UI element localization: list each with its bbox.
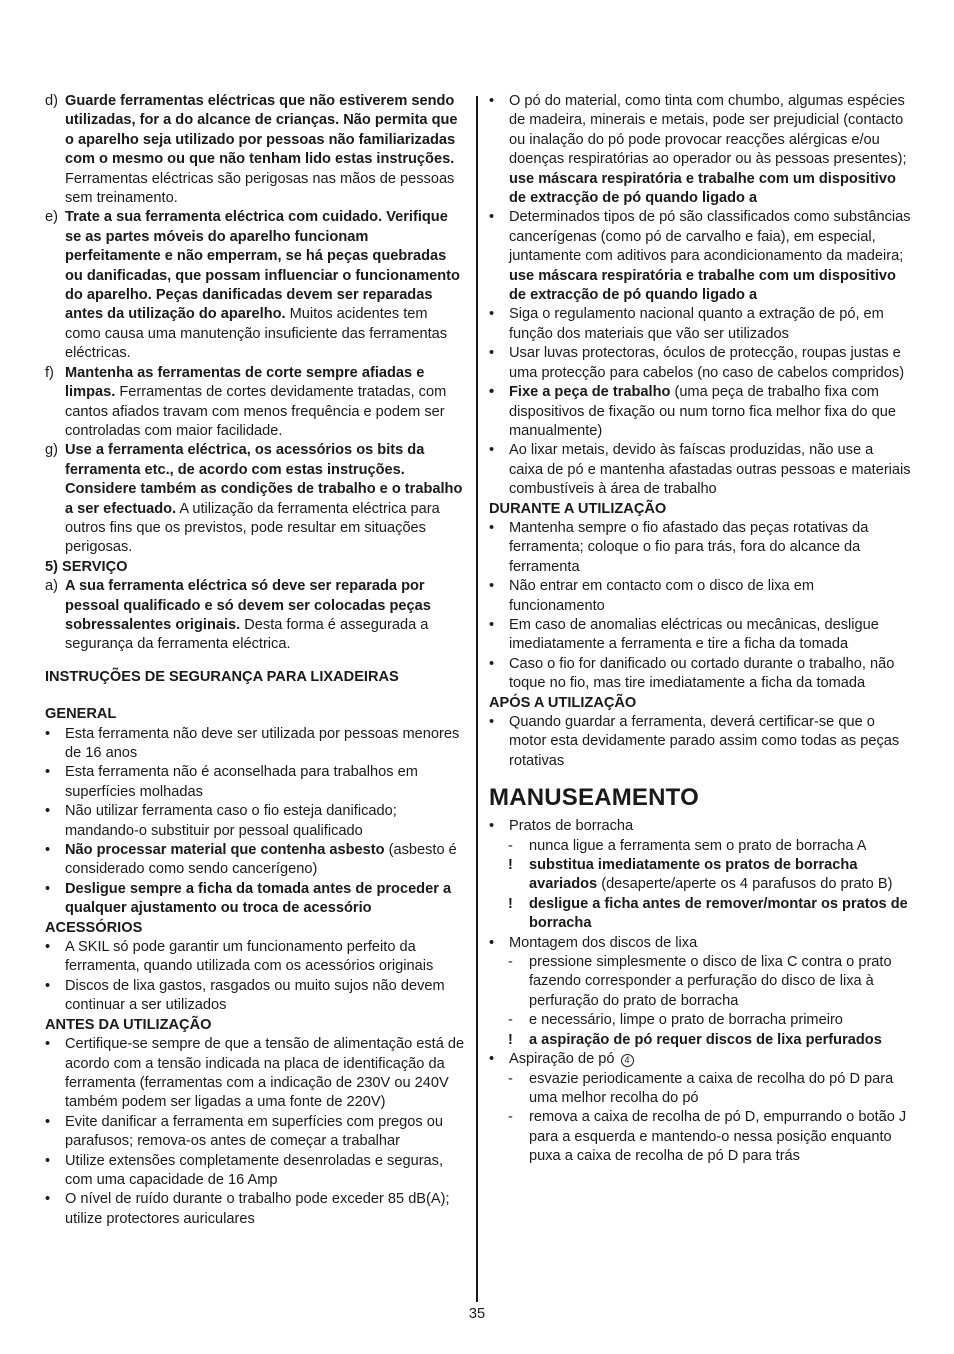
figure-reference-icon: 4 bbox=[621, 1054, 634, 1067]
column-divider bbox=[476, 96, 478, 1302]
service-heading: 5) SERVIÇO bbox=[45, 558, 128, 575]
list-item: • Certifique-se sempre de que a tensão de alimentação está de acordo com a tensão indicada na placa de identificação da ferramenta (ferramentas com a indicação de 230V ou 240V também podem ser ligadas a uma fonte de 220V) bbox=[45, 1036, 465, 1111]
list-item: • O pó do material, como tinta com chumbo, algumas espécies de madeira, minerais e metais, pode ser prejudicial (contacto ou inalação do pó pode provocar reacções alérgicas e/ou doenças respiratórias ao operador ou às pessoas presentes); use máscara respiratória e trabalhe com um dispositivo de extracção de pó quando ligado a bbox=[489, 93, 907, 207]
list-item: • Mantenha sempre o fio afastado das peças rotativas da ferramenta; coloque o fio para trás, fora do alcance da ferramenta bbox=[489, 519, 869, 575]
list-item-discs: • Montagem dos discos de lixa bbox=[489, 934, 698, 951]
warning-item: ! desligue a ficha antes de remover/montar os pratos de borracha bbox=[508, 895, 908, 932]
sub-item: - nunca ligue a ferramenta sem o prato de borracha A bbox=[508, 837, 867, 854]
list-item: • Não utilizar ferramenta caso o fio esteja danificado; mandando-o substituir por pessoal qualificado bbox=[45, 803, 397, 839]
sub-item: - e necessário, limpe o prato de borracha primeiro bbox=[508, 1012, 843, 1029]
list-item-pads: • Pratos de borracha bbox=[489, 818, 634, 835]
warning-item: ! a aspiração de pó requer discos de lixa perfurados bbox=[508, 1031, 882, 1048]
list-item: • Evite danificar a ferramenta em superfícies com pregos ou parafusos; remova-os antes de começar a trabalhar bbox=[45, 1113, 443, 1150]
before-use-heading: ANTES DA UTILIZAÇÃO bbox=[45, 1016, 212, 1033]
warning-item: ! substitua imediatamente os pratos de borracha avariados (desaperte/aperte os 4 parafusos do prato B) bbox=[508, 857, 893, 893]
sub-item: - remova a caixa de recolha de pó D, empurrando o botão J para a esquerda e mantendo-o nessa posição enquanto puxa a caixa de recolha de pó D para trás bbox=[508, 1109, 907, 1165]
right-column bbox=[489, 92, 911, 1167]
list-item: • Fixe a peça de trabalho (uma peça de trabalho fixa com dispositivos de fixação ou num torno fica melhor fixa do que manualmente) bbox=[489, 384, 896, 439]
list-item: • Em caso de anomalias eléctricas ou mecânicas, desligue imediatamente a ferramenta e tire a ficha da tomada bbox=[489, 616, 879, 653]
list-item: • Utilize extensões completamente desenroladas e seguras, com uma capacidade de 16 Amp bbox=[45, 1152, 444, 1188]
service-item: a) A sua ferramenta eléctrica só deve ser reparada por pessoal qualificado e só devem ser colocadas peças sobressalentes originais. Desta forma é assegurada a segurança da ferramenta eléctrica. bbox=[45, 578, 431, 653]
general-heading: GENERAL bbox=[45, 706, 117, 723]
list-item: • Quando guardar a ferramenta, deverá certificar-se que o motor esta devidamente parado assim como todas as peças rotativas bbox=[489, 714, 900, 769]
list-item: • Determinados tipos de pó são classificados como substâncias cancerígenas (como pó de carvalho e faia), em especial, juntamente com aditivos para acondicionamento da madeira; use máscara respiratória e trabalhe com um dispositivo de extracção de pó quando ligado a bbox=[489, 209, 911, 304]
list-item: • Desligue sempre a ficha da tomada antes de proceder a qualquer ajustamento ou troca de acessório bbox=[45, 880, 452, 917]
list-item-g: g) Use a ferramenta eléctrica, os acessórios os bits da ferramenta etc., de acordo com estas instruções. Considere também as condições de trabalho e o trabalho a ser efectuado. A utilização da ferramenta eléctrica para outros fins que os previstos, pode resultar em situações perigosas. bbox=[45, 442, 463, 556]
list-item: • Ao lixar metais, devido às faíscas produzidas, não use a caixa de pó e mantenha afastadas outras pessoas e materiais combustíveis à área de trabalho bbox=[489, 442, 911, 498]
list-item-d: d) Guarde ferramentas eléctricas que não estiverem sendo utilizadas, for a do alcance de crianças. Não permita que o aparelho seja utilizado por pessoas não familiarizadas com o mesmo ou que não tenham lido estas instruções. Ferramentas eléctricas são perigosas nas mãos de pessoas sem treinamento. bbox=[45, 93, 458, 207]
list-item: • Esta ferramenta não é aconselhada para trabalhos em superfícies molhadas bbox=[45, 764, 418, 800]
list-item: • Discos de lixa gastos, rasgados ou muito sujos não devem continuar a ser utilizados bbox=[45, 977, 445, 1014]
list-item: • Usar luvas protectoras, óculos de protecção, roupas justas e uma protecção para cabelos (no caso de cabelos compridos) bbox=[489, 345, 905, 381]
list-item: • Esta ferramenta não deve ser utilizada por pessoas menores de 16 anos bbox=[45, 725, 460, 761]
list-item: • Não entrar em contacto com o disco de lixa em funcionamento bbox=[489, 578, 814, 614]
list-item: • Siga o regulamento nacional quanto a extração de pó, em função dos materiais que vão ser utilizados bbox=[489, 306, 884, 342]
list-item: • Não processar material que contenha asbesto (asbesto é considerado como sendo cancerígeno) bbox=[45, 842, 457, 878]
list-item-f: f) Mantenha as ferramentas de corte sempre afiadas e limpas. Ferramentas de cortes devidamente tratadas, com cantos afiados travam com menos frequência e podem ser controladas com maior facilidade. bbox=[45, 364, 447, 439]
list-item: • Caso o fio for danificado ou cortado durante o trabalho, não toque no fio, mas tire imediatamente a ficha da tomada bbox=[489, 655, 895, 692]
page-number: 35 bbox=[468, 1306, 486, 1322]
list-item: • A SKIL só pode garantir um funcionamento perfeito da ferramenta, quando utilizada com os acessórios originais bbox=[45, 939, 434, 975]
section-title: MANUSEAMENTO bbox=[489, 784, 699, 812]
left-column bbox=[45, 92, 467, 1229]
accessories-heading: ACESSÓRIOS bbox=[45, 919, 143, 936]
sub-item: - esvazie periodicamente a caixa de recolha do pó D para uma melhor recolha do pó bbox=[508, 1070, 894, 1106]
after-use-heading: APÓS A UTILIZAÇÃO bbox=[489, 694, 637, 711]
list-item-dust: • Aspiração de pó 4 bbox=[489, 1050, 911, 1069]
sub-item: - pressione simplesmente o disco de lixa C contra o prato fazendo corresponder a perfuração do disco de lixa à perfuração do prato de borracha bbox=[508, 954, 892, 1009]
list-item: • O nível de ruído durante o trabalho pode exceder 85 dB(A); utilize protectores auriculares bbox=[45, 1191, 450, 1227]
safety-heading: INSTRUÇÕES DE SEGURANÇA PARA LIXADEIRAS bbox=[45, 668, 399, 685]
during-use-heading: DURANTE A UTILIZAÇÃO bbox=[489, 500, 667, 517]
list-item-e: e) Trate a sua ferramenta eléctrica com cuidado. Verifique se as partes móveis do aparelho funcionam perfeitamente e não emperram, se há peças quebradas ou danificadas, que possam influenciar o funcionamento do aparelho. Peças danificadas devem ser reparadas antes da utilização do aparelho. Muitos acidentes tem como causa uma manutenção insuficiente das ferramentas eléctricas. bbox=[45, 209, 460, 362]
